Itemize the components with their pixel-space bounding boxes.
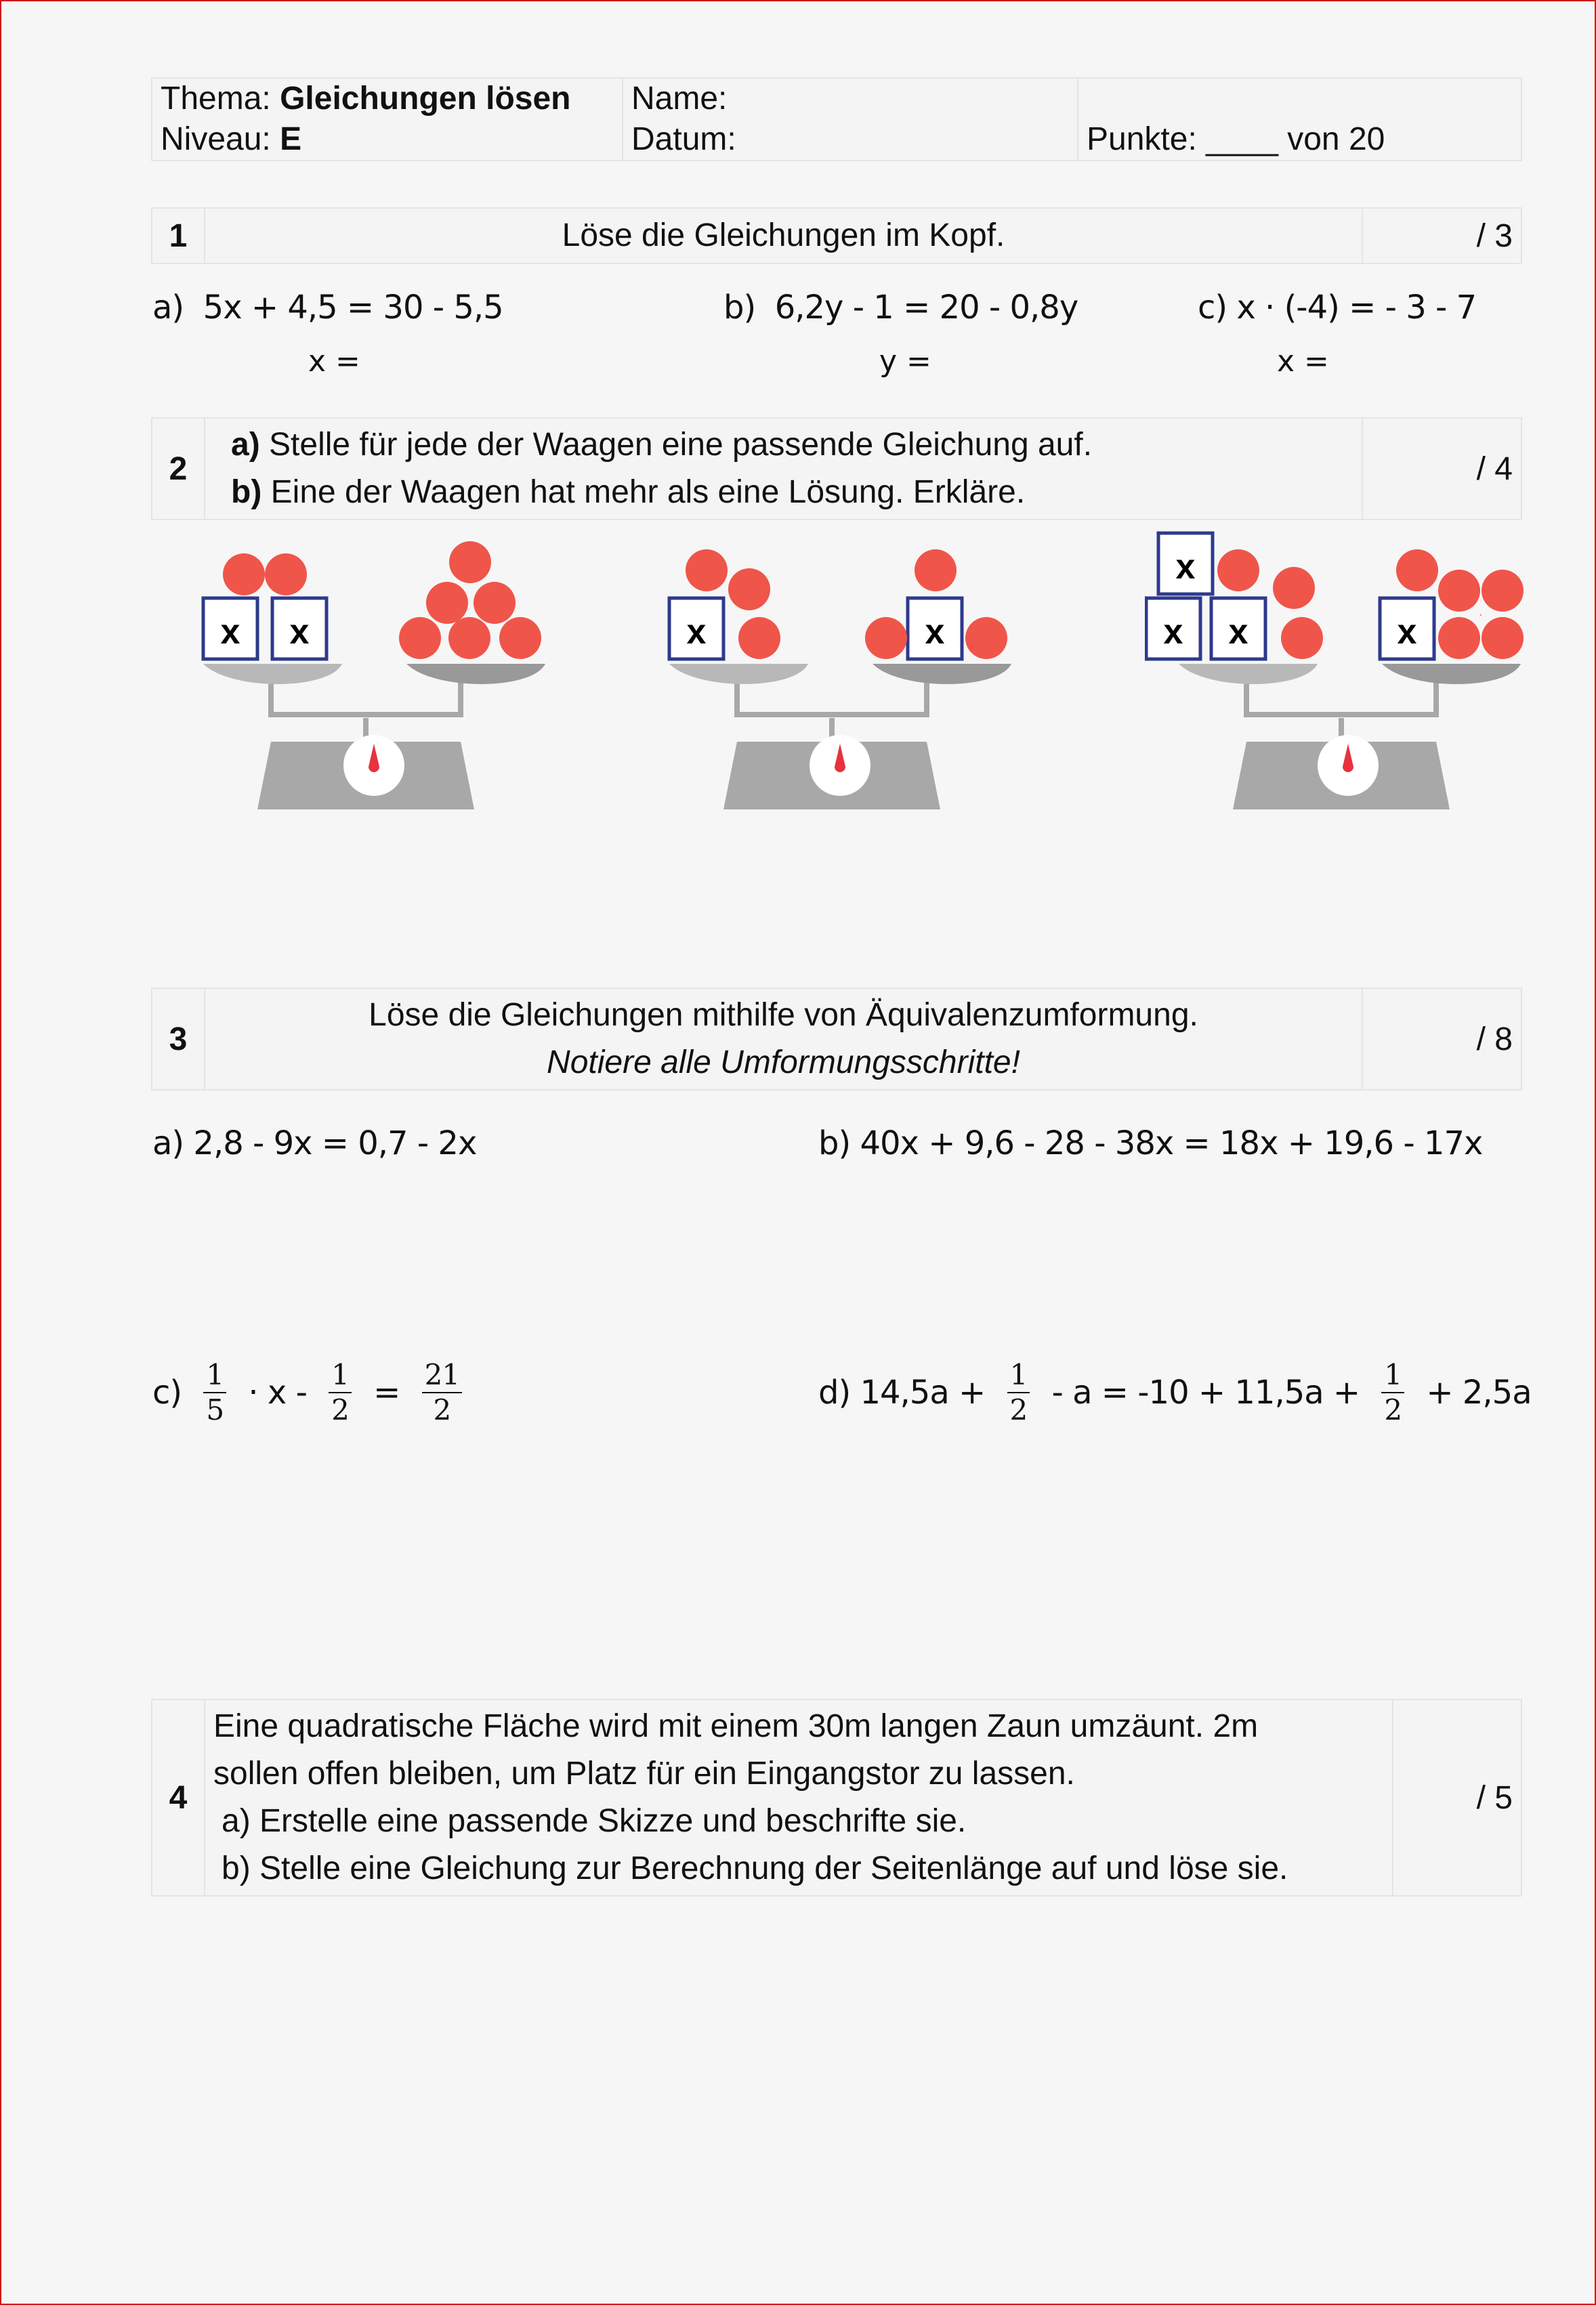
box-label: x: [1397, 612, 1417, 652]
right-pan: [399, 541, 541, 659]
fraction-numerator: 21: [422, 1358, 462, 1393]
task4-line3: a) Erstelle eine passende Skizze und beschrifte sie.: [222, 1803, 967, 1839]
box-label: x: [220, 612, 240, 652]
task3-d-label: d): [818, 1374, 851, 1412]
left-pan: [669, 549, 780, 659]
fraction-numerator: 1: [1381, 1358, 1404, 1393]
task1-a-answer: x =: [308, 344, 360, 379]
task1-c: [1198, 289, 1476, 326]
level-label: Niveau:: [161, 121, 271, 157]
task1-c-label: c): [1198, 289, 1227, 326]
task1-header: [151, 207, 1522, 264]
topic-label: Thema:: [161, 81, 271, 117]
task4-text: [205, 1699, 1393, 1896]
task4-line1: Eine quadratische Fläche wird mit einem 30m langen Zaun umzäunt. 2m: [213, 1708, 1259, 1744]
task1-points: / 3: [1362, 208, 1521, 263]
fraction-denominator: 2: [1009, 1393, 1028, 1426]
task4-number: 4: [152, 1699, 205, 1896]
task3-b-equation: 40x + 9,6 - 28 - 38x = 18x + 19,6 - 17x: [860, 1124, 1483, 1162]
level-value: E: [280, 121, 302, 157]
box-label: x: [1163, 612, 1183, 652]
box-label: x: [289, 612, 310, 652]
fraction: [329, 1358, 352, 1427]
task3-d-part2: - a = -10 + 11,5a +: [1051, 1374, 1360, 1412]
box-label: x: [925, 612, 945, 652]
task3-title: Löse die Gleichungen mithilfe von Äquivalenzumformung.: [369, 997, 1198, 1033]
task3-b: [818, 1124, 1482, 1162]
task1-a-label: a): [152, 289, 184, 326]
right-pan: [865, 549, 1007, 659]
task3-b-label: b): [818, 1124, 851, 1162]
task4-line2: sollen offen bleiben, um Platz für ein Eingangstor zu lassen.: [213, 1756, 1075, 1792]
task3-a-label: a): [152, 1124, 184, 1162]
task3-d-part3: + 2,5a: [1426, 1374, 1532, 1412]
header-table: [151, 77, 1522, 161]
task2-text: [205, 418, 1362, 520]
fraction-numerator: 1: [329, 1358, 352, 1393]
task2-b-text: Eine der Waagen hat mehr als eine Lösung. Erkläre.: [261, 474, 1026, 510]
task1-b-answer: y =: [879, 344, 931, 379]
fraction-numerator: 1: [1007, 1358, 1030, 1393]
left-pan: [1146, 533, 1323, 659]
fraction: [1381, 1358, 1404, 1427]
topic-cell: [152, 78, 623, 161]
task2-points: / 4: [1362, 418, 1521, 520]
task2-b-label: b): [231, 474, 262, 510]
task3-c-middle: · x -: [248, 1374, 307, 1412]
task1-b-equation: 6,2y - 1 = 20 - 0,8y: [774, 289, 1078, 326]
task3-a: [152, 1124, 476, 1162]
fraction: [422, 1358, 462, 1427]
scale-base: [669, 664, 1011, 809]
task3-a-equation: 2,8 - 9x = 0,7 - 2x: [193, 1124, 477, 1162]
fraction-denominator: 2: [1384, 1393, 1402, 1426]
right-pan: [1380, 549, 1524, 659]
balance-scale-1: [196, 528, 562, 813]
box-label: x: [686, 612, 707, 652]
fraction-numerator: 1: [203, 1358, 226, 1393]
task1-c-equation: x · (-4) = - 3 - 7: [1236, 289, 1477, 326]
fraction: [203, 1358, 226, 1427]
date-label: Datum:: [631, 121, 736, 157]
name-label: Name:: [631, 81, 728, 117]
task1-title: Löse die Gleichungen im Kopf.: [205, 208, 1362, 263]
task4-line4: b) Stelle eine Gleichung zur Berechnung der Seitenlänge auf und löse sie.: [222, 1851, 1288, 1886]
name-date-cell: [623, 78, 1078, 161]
task3-header: [151, 988, 1522, 1091]
scale-base: [203, 664, 545, 809]
apple-icons: [399, 541, 541, 659]
task3-number: 3: [152, 988, 205, 1090]
task2-number: 2: [152, 418, 205, 520]
points-cell: [1078, 78, 1521, 161]
box-label: x: [1175, 547, 1196, 587]
task2-a-text: Stelle für jede der Waagen eine passende Gleichung auf.: [259, 427, 1093, 463]
task1-c-answer: x =: [1277, 344, 1329, 379]
fraction-denominator: 2: [433, 1393, 451, 1426]
balance-scale-2: [663, 528, 1028, 813]
left-pan: [203, 553, 327, 659]
task4-header: [151, 1699, 1522, 1897]
task3-c: [152, 1358, 474, 1427]
balance-scale-3: [1145, 528, 1524, 813]
apple-icons: [223, 553, 307, 595]
task3-subtitle: Notiere alle Umformungsschritte!: [547, 1044, 1020, 1080]
topic-value: Gleichungen lösen: [280, 81, 571, 117]
box-label: x: [1228, 612, 1248, 652]
task4-points: / 5: [1393, 1699, 1521, 1896]
task2-header: [151, 417, 1522, 520]
fraction-denominator: 5: [206, 1393, 224, 1426]
task3-points: / 8: [1362, 988, 1521, 1090]
task3-c-equals: =: [373, 1374, 400, 1412]
task1-a: [152, 289, 503, 326]
task1-b: [723, 289, 1078, 326]
task1-b-label: b): [723, 289, 756, 326]
task3-c-label: c): [152, 1374, 182, 1412]
task3-d-part1: 14,5a +: [860, 1374, 986, 1412]
fraction-denominator: 2: [331, 1393, 349, 1426]
scale-base: [1179, 664, 1521, 809]
points-label: Punkte: ____ von 20: [1087, 121, 1385, 157]
task1-number: 1: [152, 208, 205, 263]
task3-d: [818, 1358, 1532, 1427]
task2-a-label: a): [231, 427, 260, 463]
task3-text: [205, 988, 1362, 1090]
fraction: [1007, 1358, 1030, 1427]
task1-a-equation: 5x + 4,5 = 30 - 5,5: [203, 289, 503, 326]
